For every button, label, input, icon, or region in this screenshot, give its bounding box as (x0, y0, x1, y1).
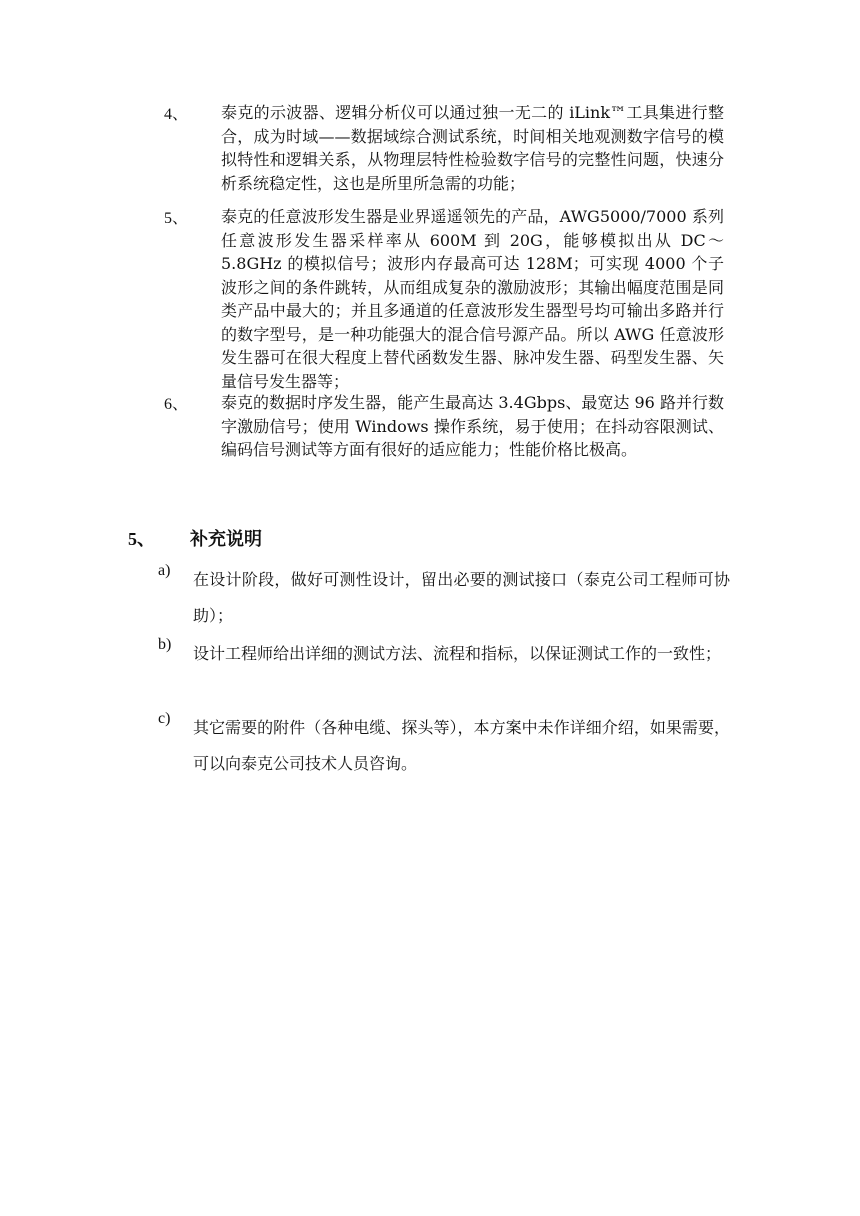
list-item (164, 101, 724, 195)
sub-item-letter: a) (158, 562, 171, 579)
sub-item-text: 设计工程师给出详细的测试方法、流程和指标，以保证测试工作的一致性； (193, 644, 722, 663)
list-item (164, 391, 724, 462)
list-item-number: 5、 (164, 210, 189, 227)
list-item-text: 泰克的示波器、逻辑分析仪可以通过独一无二的 iLink™工具集进行整合，成为时域——数据域综合测试系统，时间相关地观测数字信号的模拟特性和逻辑关系，从物理层特性检验数字信号的完整性问题，快速分析系统稳定性，这也是所里所急需的功能； (221, 103, 724, 193)
list-item-number: 6、 (164, 396, 189, 413)
sub-item-a (158, 562, 730, 634)
sub-item-letter: c) (158, 710, 171, 727)
sub-item-c (158, 710, 730, 782)
list-item-text: 泰克的任意波形发生器是业界遥遥领先的产品，AWG5000/7000 系列任意波形发生器采样率从 600M 到 20G，能够模拟出从 DC～5.8GHz 的模拟信号；波形内存最高可达 128M；可实现 4000 个子波形之间的条件跳转，从而组成复杂的激励波形；其输出幅度范围是同类产品中最大的；并且多通道的任意波形发生器型号均可输出多路并行的数字型号，是一种功能强大的混合信号源产品。所以 AWG 任意波形发生器可在很大程度上替代函数发生器、脉冲发生器、码型发生器、矢量信号发生器等； (221, 207, 724, 391)
sub-item-b (158, 636, 730, 672)
sub-item-text: 其它需要的附件（各种电缆、探头等），本方案中未作详细介绍，如果需要，可以向泰克公司技术人员咨询。 (193, 718, 730, 773)
list-item-text: 泰克的数据时序发生器，能产生最高达 3.4Gbps、最宽达 96 路并行数字激励信号；使用 Windows 操作系统，易于使用；在抖动容限测试、编码信号测试等方面有很好的适应能力；性能价格比极高。 (221, 393, 724, 459)
sub-item-text: 在设计阶段，做好可测性设计，留出必要的测试接口（泰克公司工程师可协助）； (193, 570, 730, 625)
list-item-number: 4、 (164, 106, 189, 123)
section-title: 补充说明 (190, 529, 262, 550)
section-number: 5、 (128, 529, 155, 549)
list-item (164, 205, 724, 393)
sub-item-letter: b) (158, 636, 172, 653)
